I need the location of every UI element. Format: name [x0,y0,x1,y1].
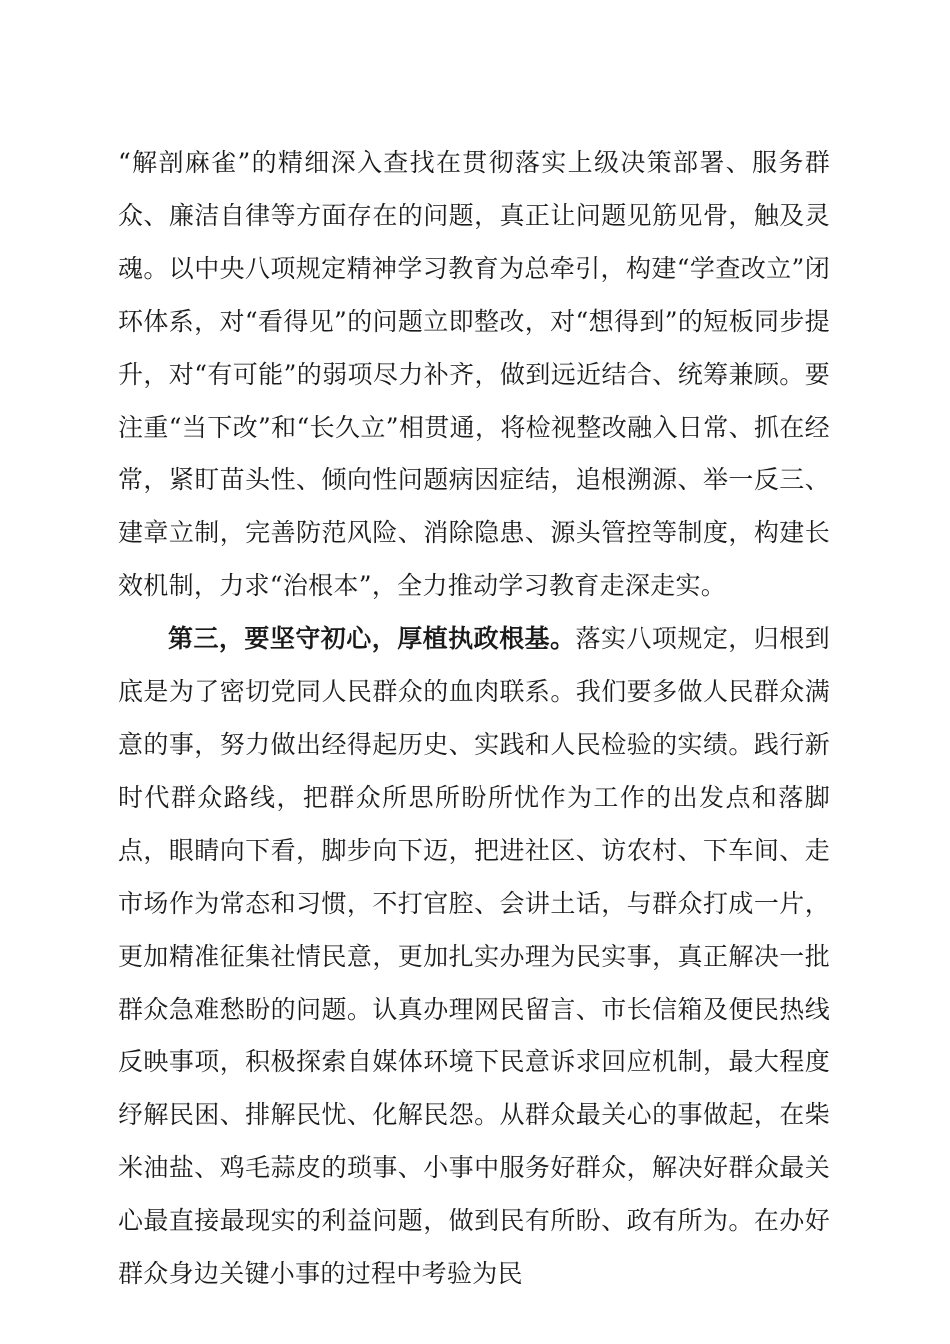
paragraph-continued [118,137,830,613]
paragraph-lead-heading: 第三，要坚守初心，厚植执政根基。 [168,624,576,654]
paragraph-point-three [118,613,830,1301]
paragraph-text: 落实八项规定，归根到底是为了密切党同人民群众的血肉联系。我们要多做人民群众满意的事，努力做出经得起历史、实践和人民检验的实绩。践行新时代群众路线，把群众所思所盼所忧作为工作的出发点和落脚点，眼睛向下看，脚步向下迈，把进社区、访农村、下车间、走市场作为常态和习惯，不打官腔、会讲土话，与群众打成一片，更加精准征集社情民意，更加扎实办理为民实事，真正解决一批群众急难愁盼的问题。认真办理网民留言、市长信箱及便民热线反映事项，积极探索自媒体环境下民意诉求回应机制，最大程度纾解民困、排解民忧、化解民怨。从群众最关心的事做起，在柴米油盐、鸡毛蒜皮的琐事、小事中服务好群众，解决好群众最关心最直接最现实的利益问题，做到民有所盼、政有所为。在办好群众身边关键小事的过程中考验为民 [118,624,830,1289]
paragraph-text: “解剖麻雀”的精细深入查找在贯彻落实上级决策部署、服务群众、廉洁自律等方面存在的问题，真正让问题见筋见骨，触及灵魂。以中央八项规定精神学习教育为总牵引，构建“学查改立”闭环体系，对“看得见”的问题立即整改，对“想得到”的短板同步提升，对“有可能”的弱项尽力补齐，做到远近结合、统筹兼顾。要注重“当下改”和“长久立”相贯通，将检视整改融入日常、抓在经常，紧盯苗头性、倾向性问题病因症结，追根溯源、举一反三、建章立制，完善防范风险、消除隐患、源头管控等制度，构建长效机制，力求“治根本”，全力推动学习教育走深走实。 [118,148,830,601]
body-text [118,137,830,1301]
